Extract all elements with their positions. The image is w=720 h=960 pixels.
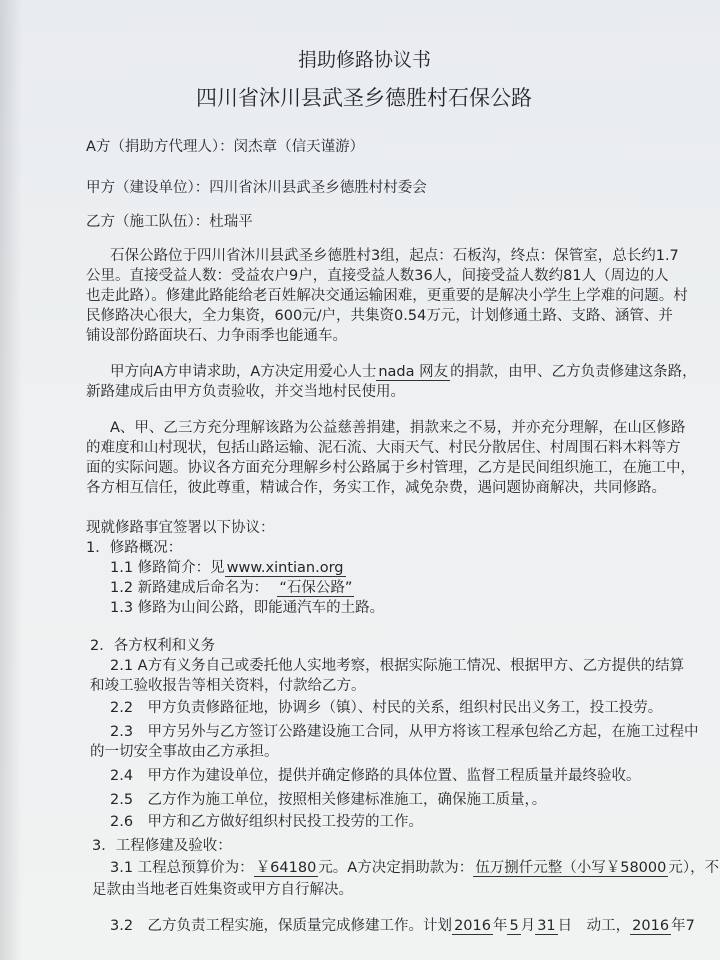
year-label-2: 年 [671,918,686,934]
donation-end: 元），不 [668,860,720,876]
section2-item1a: 2.1 A方有义务自己或委托他人实地考察，根据实际施工情况、根据甲方、乙方提供的结算 [110,658,685,674]
document-title: 捐助修路协议书 [298,49,432,71]
section1-heading: 1．修路概况： [86,540,183,556]
end-year: 2016 [632,918,670,934]
page-shadow [0,0,22,960]
intro-line: 石保公路位于四川省沐川县武圣乡德胜村3组，起点：石板沟，终点：保管室，总长约1.7 [110,248,679,264]
budget-amount: ￥64180 [255,860,317,876]
section3-item1b: 足款由当地老百姓集资或甲方自行解决。 [92,882,353,898]
donation-amount: 伍万捌仟元整（小写￥58000 [475,860,667,876]
intro-line: 公里。直接受益人数：受益农户9户，直接受益人数36人，间接受益人数约81人（周边的人 [86,268,669,284]
end-month: 7 [685,918,695,934]
section1-item1 [110,558,346,578]
start-year: 2016 [454,918,491,934]
intro-line: 民修路决心很大，全力集资，600元/户，共集资0.54万元，计划修通土路、支路、涵管、并 [86,308,673,324]
donor-name: nada 网友 [378,364,449,380]
start-day: 31 [537,918,556,934]
day-label: 日 动工， [557,918,631,934]
section2-item2: 2.2 甲方负责修路征地，协调乡（镇）、村民的关系，组织村民出义务工，投工投劳。 [110,700,663,716]
section1-item2-label: 1.2 新路建成后命名为： [110,580,269,596]
section2-item6: 2.6 甲方和乙方做好组织村民投工投劳的工作。 [110,814,424,830]
section1-item3: 1.3 修路为山间公路，即能通汽车的土路。 [110,600,385,616]
section1-item2 [110,578,354,598]
section3-item2 [110,916,695,936]
para2-line2: 新路建成后由甲方负责验收，并交当地村民使用。 [86,384,405,400]
section3-heading: 3．工程修建及验收： [92,838,232,854]
year-label: 年 [492,918,508,934]
section2-item3a: 2.3 甲方另外与乙方签订公路建设施工合同，从甲方将该工程承包给乙方起，在施工过程中 [110,724,699,740]
section2-item4: 2.4 甲方作为建设单位，提供并确定修路的具体位置、监督工程质量并最终验收。 [110,768,641,784]
para2-line1 [110,362,697,382]
road-name: “石保公路” [279,580,353,596]
section3-item1 [110,858,719,878]
section2-item5: 2.5 乙方作为施工单位，按照相关修建标准施工，确保施工质量，。 [110,792,547,808]
para2-text: 的捐款，由甲、乙方负责修建这条路， [450,364,697,380]
para3-line: A、甲、乙三方充分理解该路为公益慈善捐建，捐款来之不易，并亦充分理解，在山区修路 [110,420,686,436]
party-jia: 甲方（建设单位）：四川省沐川县武圣乡德胜村村委会 [86,180,427,196]
donation-label: 元。A方决定捐助款为： [318,860,474,876]
start-month: 5 [509,918,519,934]
section2-item1b: 和竣工验收报告等相关资料，付款给乙方。 [90,678,366,694]
para3-line: 的难度和山村现状，包括山路运输、泥石流、大雨天气、村民分散居住、村周围石料木料等方 [86,440,681,456]
para2-text: 甲方向A方申请求助，A方决定用爱心人士 [110,364,377,380]
section2-item3b: 的一切安全事故由乙方承担。 [90,744,279,760]
month-label: 月 [520,918,536,934]
para3-line: 各方相互信任，彼此尊重，精诚合作，务实工作，减免杂费，遇问题协商解决，共同修路。 [86,480,666,496]
party-a: A方（捐助方代理人）：闵杰章（信天谨游） [86,139,365,155]
document-subtitle: 四川省沐川县武圣乡德胜村石保公路 [196,86,532,110]
website-link[interactable]: www.xintian.org [226,560,344,576]
para3-line: 面的实际问题。协议各方面充分理解乡村公路属于乡村管理，乙方是民间组织施工，在施工中， [86,460,695,476]
schedule-text: 3.2 乙方负责工程实施，保质量完成修建工作。计划 [110,918,453,934]
party-yi: 乙方（施工队伍）：杜瑞平 [86,214,253,230]
intro-line: 铺设部份路面块石、力争雨季也能通车。 [86,328,347,344]
section1-item1-label: 1.1 修路简介：见 [110,560,225,576]
intro-line: 也走此路）。修建此路能给老百姓解决交通运输困难，更重要的是解决小学生上学难的问题。村 [86,288,688,304]
budget-label: 3.1 工程总预算价为： [110,860,254,876]
agreement-intro: 现就修路事宜签署以下协议： [86,520,275,536]
section2-heading: 2．各方权利和义务 [90,638,216,654]
